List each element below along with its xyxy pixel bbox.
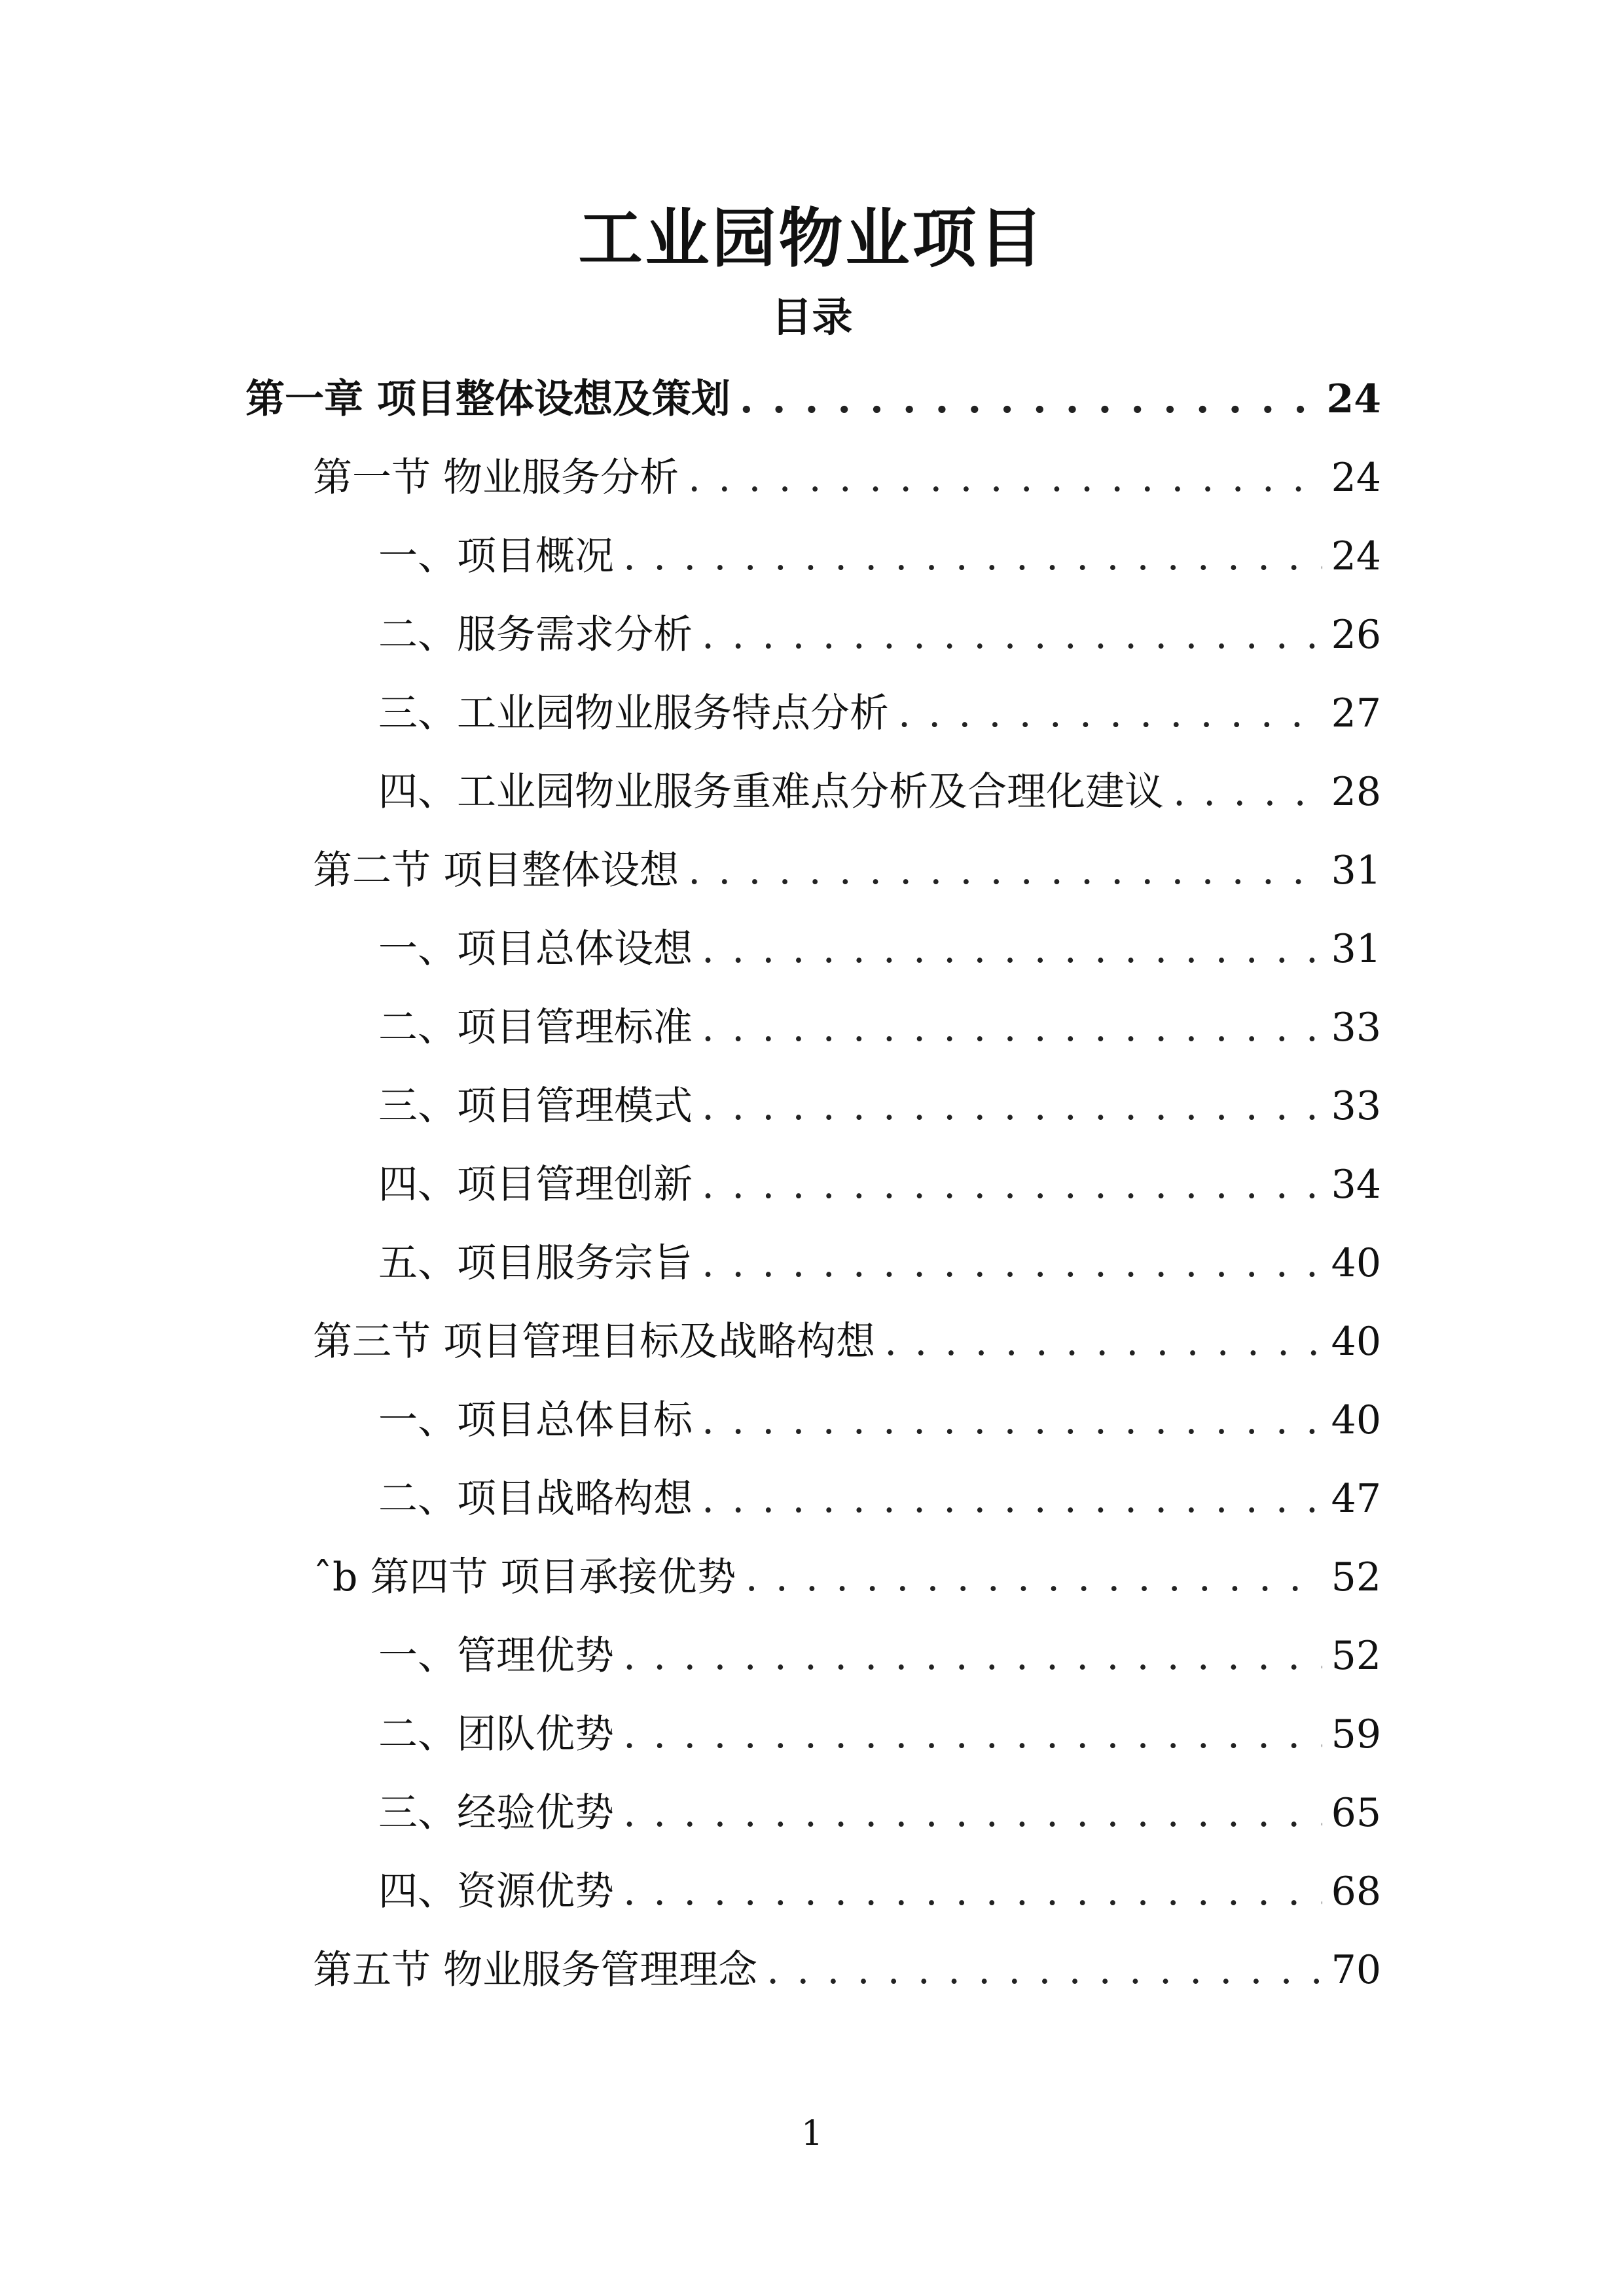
toc-entry-label: 二、服务需求分析 xyxy=(378,612,693,658)
toc-entry[interactable] xyxy=(313,442,1381,514)
toc-entry-label: 四、项目管理创新 xyxy=(378,1162,693,1208)
toc-entry-label: 第五节 物业服务管理理念 xyxy=(313,1947,758,1993)
toc-entry[interactable] xyxy=(378,1698,1381,1770)
toc-dot-leader xyxy=(767,1934,1322,2006)
toc-entry-page: 40 xyxy=(1331,1240,1381,1286)
toc-dot-leader xyxy=(702,599,1322,671)
toc-entry-page: 33 xyxy=(1331,1005,1381,1050)
toc-entry-page: 47 xyxy=(1331,1476,1381,1522)
toc-entry[interactable] xyxy=(378,1856,1381,1928)
toc-entry[interactable] xyxy=(313,1934,1381,2006)
toc-entry-page: 24 xyxy=(1326,376,1381,422)
toc-dot-leader xyxy=(623,1698,1322,1770)
toc-entry[interactable] xyxy=(313,834,1381,906)
toc-entry-label: 四、资源优势 xyxy=(378,1869,614,1914)
toc-entry-label: 二、项目战略构想 xyxy=(378,1476,693,1522)
toc-entry-page: 68 xyxy=(1331,1869,1381,1914)
toc-entry-label: 二、项目管理标准 xyxy=(378,1005,693,1050)
toc-entry-label: 二、团队优势 xyxy=(378,1712,614,1757)
toc-entry-page: 52 xyxy=(1331,1633,1381,1679)
toc-entry-page: 31 xyxy=(1331,848,1381,893)
toc-entry[interactable] xyxy=(378,992,1381,1064)
toc-entry-label: 三、项目管理模式 xyxy=(378,1083,693,1129)
toc-entry-page: 28 xyxy=(1331,769,1381,815)
toc-entry-page: 33 xyxy=(1331,1083,1381,1129)
toc-entry-label: 一、项目概况 xyxy=(378,533,614,579)
page-title: 工业园物业项目 xyxy=(578,201,1046,276)
toc-heading: 目录 xyxy=(771,293,853,341)
toc-entry-page: 52 xyxy=(1331,1554,1381,1600)
toc-entry[interactable] xyxy=(245,363,1381,435)
toc-entry-label: ˆb 第四节 项目承接优势 xyxy=(313,1554,736,1600)
toc-entry[interactable] xyxy=(378,677,1381,749)
toc-entry-page: 27 xyxy=(1331,691,1381,736)
toc-dot-leader xyxy=(623,1856,1322,1928)
page-number: 1 xyxy=(801,2114,823,2153)
toc-entry-page: 24 xyxy=(1331,455,1381,501)
toc-entry-label: 一、项目总体设想 xyxy=(378,926,693,972)
toc-entry[interactable] xyxy=(378,1227,1381,1299)
toc-dot-leader xyxy=(688,834,1322,906)
toc-dot-leader xyxy=(623,1777,1322,1849)
toc-entry-page: 34 xyxy=(1331,1162,1381,1208)
toc-entry[interactable] xyxy=(378,913,1381,985)
toc-dot-leader xyxy=(740,363,1318,435)
toc-dot-leader xyxy=(702,913,1322,985)
toc-entry-label: 三、工业园物业服务特点分析 xyxy=(378,691,889,736)
toc-entry-label: 五、项目服务宗旨 xyxy=(378,1240,693,1286)
toc-entry[interactable] xyxy=(313,1541,1381,1613)
toc-entry-page: 65 xyxy=(1331,1790,1381,1836)
toc-entry-label: 一、项目总体目标 xyxy=(378,1397,693,1443)
toc-entry-page: 40 xyxy=(1331,1397,1381,1443)
toc-dot-leader xyxy=(898,677,1322,749)
toc-entry-label: 第三节 项目管理目标及战略构想 xyxy=(313,1319,876,1365)
toc-entry-label: 四、工业园物业服务重难点分析及合理化建议 xyxy=(378,769,1164,815)
toc-dot-leader xyxy=(746,1541,1322,1613)
toc-entry-page: 31 xyxy=(1331,926,1381,972)
toc-entry-label: 一、管理优势 xyxy=(378,1633,614,1679)
toc-entry[interactable] xyxy=(378,599,1381,671)
toc-entry-page: 59 xyxy=(1331,1712,1381,1757)
toc-entry[interactable] xyxy=(378,1777,1381,1849)
toc-dot-leader xyxy=(884,1306,1322,1378)
toc-dot-leader xyxy=(702,1227,1322,1299)
toc-entry[interactable] xyxy=(378,1149,1381,1221)
toc-entry-label: 三、经验优势 xyxy=(378,1790,614,1836)
toc-entry[interactable] xyxy=(378,756,1381,828)
toc-dot-leader xyxy=(623,1620,1322,1692)
toc-entry[interactable] xyxy=(378,1620,1381,1692)
toc-entry-label: 第二节 项目整体设想 xyxy=(313,848,679,893)
toc-entry-page: 40 xyxy=(1331,1319,1381,1365)
toc-entry-label: 第一章 项目整体设想及策划 xyxy=(245,376,731,422)
toc-dot-leader xyxy=(702,1463,1322,1535)
toc-entry-page: 26 xyxy=(1331,612,1381,658)
toc-dot-leader xyxy=(1173,756,1322,828)
toc-entry[interactable] xyxy=(378,1463,1381,1535)
toc-dot-leader xyxy=(702,1070,1322,1142)
toc-dot-leader xyxy=(702,1384,1322,1456)
toc-dot-leader xyxy=(702,992,1322,1064)
toc-entry-label: 第一节 物业服务分析 xyxy=(313,455,679,501)
toc-entry-page: 24 xyxy=(1331,533,1381,579)
toc-entry[interactable] xyxy=(313,1306,1381,1378)
toc-entry[interactable] xyxy=(378,1070,1381,1142)
toc-dot-leader xyxy=(688,442,1322,514)
toc-entry[interactable] xyxy=(378,1384,1381,1456)
toc-dot-leader xyxy=(623,520,1322,592)
toc-dot-leader xyxy=(702,1149,1322,1221)
toc-entry-page: 70 xyxy=(1331,1947,1381,1993)
toc-entry[interactable] xyxy=(378,520,1381,592)
